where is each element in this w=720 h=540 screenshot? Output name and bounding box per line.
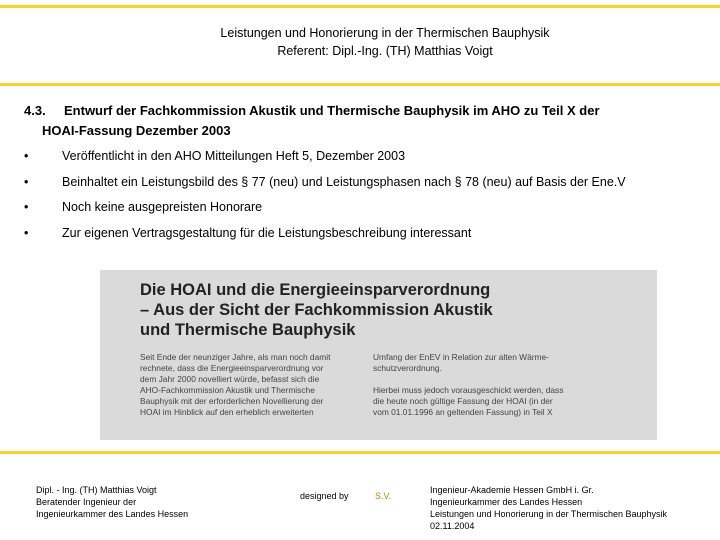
header-title: Leistungen und Honorierung in der Thermischen Bauphysik [220,26,550,40]
article-headline-line: und Thermische Bauphysik [140,321,356,339]
footer-line: Leistungen und Honorierung in der Thermischen Bauphysik [430,509,667,519]
footer-line: Dipl. - Ing. (TH) Matthias Voigt [36,485,157,495]
article-headline [140,280,560,340]
section-title-line2: HOAI-Fassung Dezember 2003 [42,123,231,138]
article-text-line: Hierbei muss jedoch vorausgeschickt werden, dass [373,385,564,395]
article-text-line: Seit Ende der neunziger Jahre, als man noch damit [140,352,331,362]
scanned-article-image [100,270,657,440]
footer-line: 02.11.2004 [430,521,475,531]
section-title-line1: Entwurf der Fachkommission Akustik und Thermische Bauphysik im AHO zu Teil X der [64,103,600,118]
bullet-text: Noch keine ausgepreisten Honorare [62,200,263,214]
footer-author [36,484,188,520]
article-text-line: dem Jahr 2000 novelliert würde, befasst sich die [140,374,320,384]
list-item [24,146,714,172]
article-text-line: rechnete, dass die Energieeinsparverordnung vor [140,363,324,373]
article-headline-line: Die HOAI und die Energieeinsparverordnung [140,281,491,299]
article-text-line: vom 01.01.1996 an geltenden Fassung) in Teil X [373,407,553,417]
footer-initials: S.V. [375,491,392,501]
section-number: 4.3. [24,103,46,118]
bullet-marker: • [24,225,29,240]
bullet-text: Veröffentlicht in den AHO Mitteilungen Heft 5, Dezember 2003 [62,149,406,163]
bullet-text: Zur eigenen Vertragsgestaltung für die Leistungsbeschreibung interessant [62,225,472,240]
header-divider [0,83,720,86]
article-text-line: die heute noch gültige Fassung der HOAI (in der [373,396,553,406]
article-headline-line: – Aus der Sicht der Fachkommission Akustik [140,301,493,319]
footer-line: Ingenieur-Akademie Hessen GmbH i. Gr. [430,485,594,495]
list-item [24,197,714,223]
header-referent: Referent: Dipl.-Ing. (TH) Matthias Voigt [277,44,493,58]
section-title [24,101,704,141]
article-text-line: HOAI im Hinblick auf den erheblich erweiterten [140,407,314,417]
footer-designed-by: designed by [300,491,349,501]
top-divider [0,5,720,8]
bullet-marker: • [24,149,29,163]
article-text-line: AHO-Fachkommission Akustik und Thermische [140,385,315,395]
bullet-marker: • [24,174,29,189]
bullet-text: Beinhaltet ein Leistungsbild des § 77 (neu) und Leistungsphasen nach § 78 (neu) auf Basis der Ene.V [62,174,626,189]
article-column-right [373,352,601,418]
article-text-line: Umfang der EnEV in Relation zur alten Wärme- [373,352,549,362]
article-column-left [140,352,368,418]
footer-organization [430,484,715,532]
footer-line: Beratender Ingenieur der [36,497,137,507]
slide-header [0,24,720,60]
footer-line: Ingenieurkammer des Landes Hessen [430,497,583,507]
bullet-list [24,146,714,248]
article-text-line: Bauphysik mit der erforderlichen Novellierung der [140,396,324,406]
list-item [24,172,714,198]
article-text-line: schutzverordnung. [373,363,442,373]
bullet-marker: • [24,200,29,214]
footer-line: Ingenieurkammer des Landes Hessen [36,509,189,519]
list-item [24,223,714,249]
footer-divider [0,451,720,454]
